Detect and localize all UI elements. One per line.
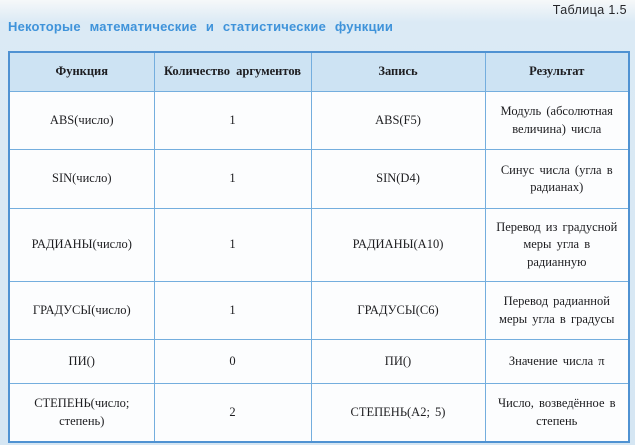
- page-title: Некоторые математические и статистические функции: [8, 19, 394, 34]
- table-row: [9, 384, 629, 443]
- table-number-label: Таблица 1.5: [552, 3, 627, 17]
- cell-arg-count: 1: [154, 209, 311, 282]
- cell-arg-count: 1: [154, 92, 311, 150]
- cell-result: Число, возведённое в степень: [485, 384, 629, 443]
- table-row: [9, 282, 629, 340]
- cell-function: ГРАДУСЫ(число): [9, 282, 154, 340]
- cell-arg-count: 2: [154, 384, 311, 443]
- table-body: [9, 92, 629, 443]
- table-row: [9, 340, 629, 384]
- cell-function: SIN(число): [9, 150, 154, 209]
- cell-function: ПИ(): [9, 340, 154, 384]
- cell-notation: СТЕПЕНЬ(A2; 5): [311, 384, 485, 443]
- table-header: [9, 52, 629, 92]
- cell-function: СТЕПЕНЬ(число; степень): [9, 384, 154, 443]
- cell-function: РАДИАНЫ(число): [9, 209, 154, 282]
- functions-table: [8, 51, 630, 443]
- cell-arg-count: 1: [154, 282, 311, 340]
- cell-notation: SIN(D4): [311, 150, 485, 209]
- table-row: [9, 150, 629, 209]
- cell-notation: ПИ(): [311, 340, 485, 384]
- header-row: [9, 52, 629, 92]
- header-function: Функция: [9, 52, 154, 92]
- header-arg-count: Количество аргументов: [154, 52, 311, 92]
- cell-result: Модуль (абсолютная величина) числа: [485, 92, 629, 150]
- header-result: Результат: [485, 52, 629, 92]
- cell-function: ABS(число): [9, 92, 154, 150]
- cell-result: Перевод из градусной меры угла в радианную: [485, 209, 629, 282]
- table-row: [9, 209, 629, 282]
- cell-notation: ГРАДУСЫ(C6): [311, 282, 485, 340]
- header-notation: Запись: [311, 52, 485, 92]
- cell-result: Перевод радианной меры угла в градусы: [485, 282, 629, 340]
- cell-arg-count: 1: [154, 150, 311, 209]
- cell-result: Синус числа (угла в радианах): [485, 150, 629, 209]
- cell-notation: ABS(F5): [311, 92, 485, 150]
- table-row: [9, 92, 629, 150]
- cell-arg-count: 0: [154, 340, 311, 384]
- cell-notation: РАДИАНЫ(A10): [311, 209, 485, 282]
- cell-result: Значение числа π: [485, 340, 629, 384]
